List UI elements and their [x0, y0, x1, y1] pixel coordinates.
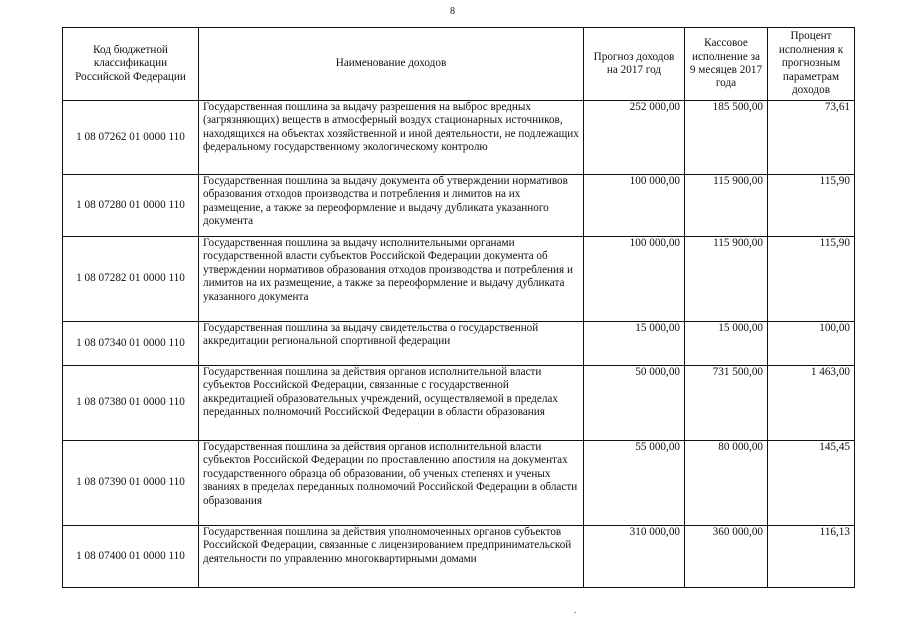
row-cash: 15 000,00 — [685, 322, 768, 366]
row-forecast: 310 000,00 — [584, 526, 685, 588]
row-percent: 115,90 — [768, 237, 855, 322]
header-cash: Кассовое исполнение за 9 месяцев 2017 года — [685, 28, 768, 101]
row-name: Государственная пошлина за выдачу свидетельства о государственной аккредитации региональной спортивной федерации — [199, 322, 584, 366]
row-forecast: 100 000,00 — [584, 237, 685, 322]
row-name: Государственная пошлина за выдачу разрешения на выброс вредных (загрязняющих) веществ в атмосферный воздух стационарных источников, находящихся на объектах хозяйственной и иной деятельности, не подлежащих федеральному государственному экологическому контролю — [199, 101, 584, 175]
table-row — [63, 175, 855, 237]
row-forecast: 15 000,00 — [584, 322, 685, 366]
row-forecast: 55 000,00 — [584, 441, 685, 526]
row-cash: 115 900,00 — [685, 237, 768, 322]
row-cash: 360 000,00 — [685, 526, 768, 588]
row-code: 1 08 07340 01 0000 110 — [63, 322, 199, 366]
table-row — [63, 237, 855, 322]
row-forecast: 252 000,00 — [584, 101, 685, 175]
row-code: 1 08 07262 01 0000 110 — [63, 101, 199, 175]
table-row — [63, 101, 855, 175]
row-name: Государственная пошлина за выдачу документа об утверждении нормативов образования отходов производства и потребления и лимитов на их размещение, а также за переоформление и выдачу дубликата указанного документа — [199, 175, 584, 237]
row-percent: 1 463,00 — [768, 366, 855, 441]
row-percent: 100,00 — [768, 322, 855, 366]
revenue-table — [62, 27, 855, 588]
row-name: Государственная пошлина за действия уполномоченных органов субъектов Российской Федерации, связанные с лицензированием предпринимательской деятельности по управлению многоквартирными домами — [199, 526, 584, 588]
row-forecast: 100 000,00 — [584, 175, 685, 237]
table-row — [63, 526, 855, 588]
header-name: Наименование доходов — [199, 28, 584, 101]
row-cash: 731 500,00 — [685, 366, 768, 441]
row-percent: 116,13 — [768, 526, 855, 588]
row-code: 1 08 07380 01 0000 110 — [63, 366, 199, 441]
page-number: 8 — [450, 6, 455, 17]
header-code: Код бюджетной классификации Российской Федерации — [63, 28, 199, 101]
row-name: Государственная пошлина за выдачу исполнительными органами государственной власти субъектов Российской Федерации документа об утверждении нормативов образования отходов производства и потребления и лимитов на их размещение, а также за переоформление и выдачу дубликата указанного документа — [199, 237, 584, 322]
table-header-row — [63, 28, 855, 101]
row-percent: 145,45 — [768, 441, 855, 526]
table-row — [63, 441, 855, 526]
header-percent: Процент исполнения к прогнозным параметрам доходов — [768, 28, 855, 101]
table-row — [63, 366, 855, 441]
header-forecast: Прогноз доходов на 2017 год — [584, 28, 685, 101]
row-cash: 80 000,00 — [685, 441, 768, 526]
row-forecast: 50 000,00 — [584, 366, 685, 441]
row-percent: 115,90 — [768, 175, 855, 237]
scan-speck — [574, 612, 576, 613]
row-code: 1 08 07280 01 0000 110 — [63, 175, 199, 237]
row-code: 1 08 07390 01 0000 110 — [63, 441, 199, 526]
row-name: Государственная пошлина за действия органов исполнительной власти субъектов Российской Федерации, связанные с государственной аккредитацией образовательных учреждений, осуществляемой в пределах переданных полномочий Российской Федерации в области образования — [199, 366, 584, 441]
row-name: Государственная пошлина за действия органов исполнительной власти субъектов Российской Федерации по проставлению апостиля на документах государственного образца об образовании, об ученых степенях и ученых званиях в пределах переданных полномочий Российской Федерации в области образования — [199, 441, 584, 526]
row-percent: 73,61 — [768, 101, 855, 175]
row-cash: 185 500,00 — [685, 101, 768, 175]
row-cash: 115 900,00 — [685, 175, 768, 237]
row-code: 1 08 07400 01 0000 110 — [63, 526, 199, 588]
table-row — [63, 322, 855, 366]
row-code: 1 08 07282 01 0000 110 — [63, 237, 199, 322]
